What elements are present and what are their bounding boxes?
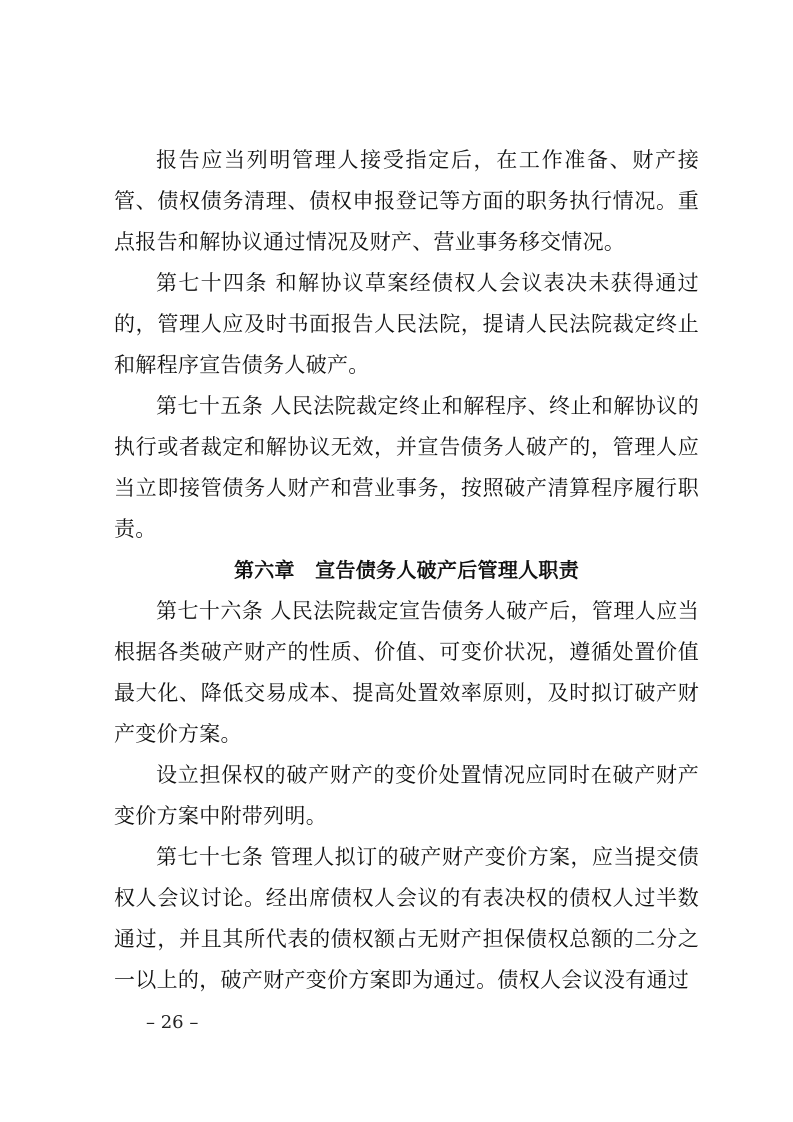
paragraph-article-75: 第七十五条 人民法院裁定终止和解程序、终止和解协议的执行或者裁定和解协议无效，并宣告债务人破产的，管理人应当立即接管债务人财产和营业事务，按照破产清算程序履行职责。: [114, 394, 699, 541]
document-body: [114, 140, 699, 1001]
page-number: – 26 –: [146, 1012, 199, 1033]
paragraph-article-76: 第七十六条 人民法院裁定宣告债务人破产后，管理人应当根据各类破产财产的性质、价值、可变价状况，遵循处置价值最大化、降低交易成本、提高处置效率原则，及时拟订破产财产变价方案。: [114, 599, 699, 746]
chapter-heading: 第六章 宣告债务人破产后管理人职责: [233, 558, 580, 582]
paragraph-report-contents: 报告应当列明管理人接受指定后，在工作准备、财产接管、债权债务清理、债权申报登记等方面的职务执行情况。重点报告和解协议通过情况及财产、营业事务移交情况。: [114, 148, 699, 254]
paragraph-secured-assets: 设立担保权的破产财产的变价处置情况应同时在破产财产变价方案中附带列明。: [114, 763, 699, 828]
paragraph-article-77: 第七十七条 管理人拟订的破产财产变价方案，应当提交债权人会议讨论。经出席债权人会议的有表决权的债权人过半数通过，并且其所代表的债权额占无财产担保债权总额的二分之一以上的，破产财产变价方案即为通过。债权人会议没有通过: [114, 845, 699, 992]
paragraph-article-74: 第七十四条 和解协议草案经债权人会议表决未获得通过的，管理人应及时书面报告人民法院，提请人民法院裁定终止和解程序宣告债务人破产。: [114, 271, 699, 377]
